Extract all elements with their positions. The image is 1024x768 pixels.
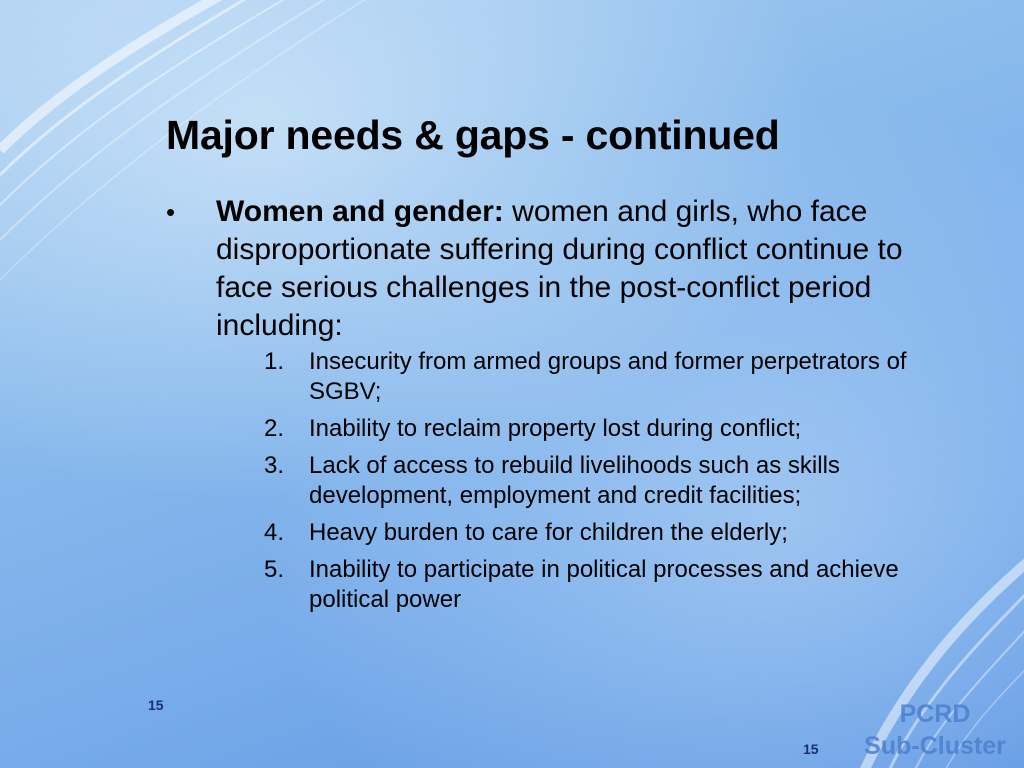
list-item [264,555,924,615]
list-item [264,451,924,511]
watermark-line-2: Sub-Cluster [864,732,1006,760]
bullet-text [216,193,926,345]
bullet-marker: • [166,197,176,227]
list-item-number: 1. [264,348,285,375]
page-number-right: 15 [803,741,819,757]
list-item-number: 5. [264,556,285,583]
list-item-text: Lack of access to rebuild livelihoods such as skills development, employment and credit facilities; [309,452,840,509]
page-number-left: 15 [148,697,164,713]
list-item-number: 2. [264,415,285,442]
list-item [264,347,924,407]
list-item-text: Heavy burden to care for children the elderly; [309,519,788,546]
list-item-number: 4. [264,519,285,546]
pcrd-watermark [846,698,1024,762]
list-item [264,518,924,548]
list-item-number: 3. [264,452,285,479]
numbered-list [264,347,924,622]
list-item [264,414,924,444]
list-item-text: Insecurity from armed groups and former perpetrators of SGBV; [309,348,907,405]
bullet-paragraph [166,193,926,345]
bullet-lead: Women and gender: [216,195,504,228]
bullet-body: women and girls, who face disproportionate suffering during conflict continue to face serious challenges in the post-conflict period including: [216,195,903,342]
list-item-text: Inability to participate in political processes and achieve political power [309,556,899,613]
watermark-line-1: PCRD [899,700,971,728]
slide-title: Major needs & gaps - continued [166,112,780,158]
list-item-text: Inability to reclaim property lost during conflict; [309,415,802,442]
